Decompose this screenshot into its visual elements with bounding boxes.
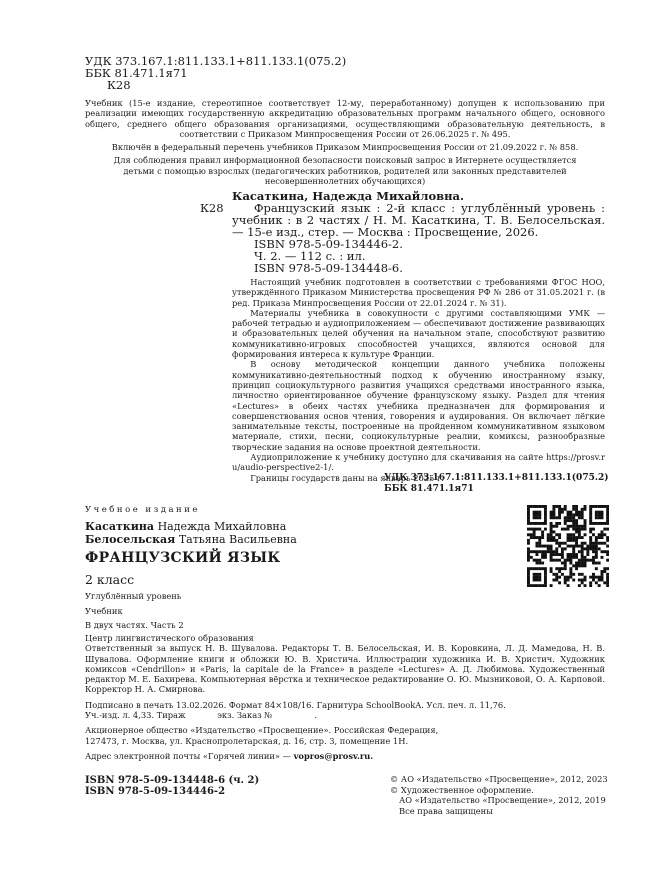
copyright [390,774,608,816]
book-title: ФРАНЦУЗСКИЙ ЯЗЫК [85,550,281,566]
annotation-paragraph: Настоящий учебник подготовлен в соответствии с требованиями ФГОС НОО, утверждённого Приказом Министерства просвещения РФ № 286 от 31.05.2021 г. (в ред. Приказа Минпросвещения России от 22.01.2024 г. № 31). [232,277,605,308]
author-surname: Касаткина [85,520,155,533]
author-surname: Белосельская [85,532,176,546]
email: vopros@prosv.ru. [293,750,374,761]
isbn-part: ISBN 978-5-09-134448-6 (ч. 2) [85,775,260,786]
annotation-paragraph: Аудиоприложение к учебнику доступно для скачивания на сайте https://prosv.ru/audio-perspective2-1/. [232,452,605,473]
author [85,534,297,547]
email-label: Адрес электронной почты «Горячей линии» — [85,750,291,761]
footer-isbns [85,775,259,797]
author-code: К28 [107,78,131,92]
center: Центр лингвистического образования [85,633,254,643]
safety-notice: Для соблюдения правил информационной безопасности поисковый запрос в Интернете осуществляется детьми с помощью взрослых (педагогических работников, родителей или законных представителей несовершеннолетних обучающихся) [113,155,577,187]
isbn-set: ISBN 978-5-09-134446-2 [85,786,226,797]
catalog-classification [384,473,609,495]
author-name: Татьяна Васильевна [178,532,297,546]
copyright-line: АО «Издательство «Просвещение», 2012, 2019 [399,795,606,805]
print-info: Подписано в печать 13.02.2026. Формат 84×108/16. Гарнитура SchoolBookA. Усл. печ. л. 11,76. [85,699,506,710]
catalog-author: Касаткина, Надежда Михайловна. [232,189,464,203]
publisher-address: 127473, г. Москва, ул. Краснопролетарская, д. 16, стр. 3, помещение 1Н. [85,735,409,746]
annotation-paragraph: Материалы учебника в совокупности с другими составляющими УМК — рабочей тетрадью и аудиоприложением — обеспечивают достижение развивающих и образовательных целей обучения на начальном этапе, способствуют развитию коммуникативно-игровых способностей учащихся, являются основой для формирования интереса к культуре Франции. [232,307,605,360]
top-header [85,55,346,91]
book-meta [85,589,184,633]
annotation-paragraph: Границы государств даны на январь 2025 г. [250,472,444,483]
copyright-line: Все права защищены [399,805,493,816]
approval-notice: Учебник (15-е издание, стереотипное соответствует 12-му, переработанному) допущен к использованию при реализации имеющих государственную аккредитацию образовательных программ начального общего, основного общего, среднего общего образования организациями, осуществляющими образовательную деятельность, в соответствии с Приказом Минпросвещения России от 26.06.2025 г. № 495. [85,98,605,139]
bbk: ББК 81.471.1я71 [384,484,474,494]
credits-block [85,633,605,761]
annotation-paragraph: В основу методической концепции данного учебника положены коммуникативно-деятельностный подход к обучению иностранному языку, принцип социокультурного развития учащихся средствами иностранного языка, личностно ориентированное обучение французскому языку. Раздел для чтения «Lectures» в обеих частях учебника предназначен для формирования и совершенствования основ чтения, говорения и аудирования. Он включает лёгкие занимательные тексты, построенные на пройденном коммуникативном языковом материале, стихи, песни, социокультурные реалии, комиксы, разнообразные творческие задания на основе проектной деятельности. [232,359,605,452]
annotation [232,277,605,483]
qr-code-icon [527,505,609,587]
federal-list-notice: Включён в федеральный перечень учебников Приказом Минпросвещения России от 21.09.2022 г. № 858. [111,142,579,153]
grade: 2 класс [85,572,135,587]
udk: УДК 373.167.1:811.133.1+811.133.1(075.2) [85,54,347,68]
bbk: ББК 81.471.1я71 [85,66,188,80]
book-type: Учебник [85,605,123,616]
isbn-set: ISBN 978-5-09-134446-2. [254,237,403,251]
print-info-2: Уч.-изд. л. 4,33. Тираж экз. Заказ № . [85,710,317,721]
catalog-code: К28 [200,201,224,215]
isbn-part: ISBN 978-5-09-134448-6. [254,261,403,275]
udk: УДК 373.167.1:811.133.1+811.133.1(075.2) [384,473,609,483]
copyright-line: © Художественное оформление. [390,784,534,795]
level: Углублённый уровень [85,591,182,601]
part-info: Ч. 2. — 112 с. : ил. [254,249,366,263]
credits: Ответственный за выпуск Н. В. Шувалова. Редакторы Т. В. Белосельская, И. В. Коровкина, Л. Д. Мамедова, Н. В. Шувалова. Оформление книги и обложки Ю. В. Христича. Иллюстрации художника И. В. Христич. Художник комиксов «Cendrillon» и «Paris, la capitale de la France» в разделе «Lectures» А. Д. Любимова. Художественный редактор М. Е. Бахирева. Компьютерная вёрстка и техническое редактирование О. Ю. Мызниковой, О. А. Карповой. Корректор Н. А. Смирнова. [85,643,605,695]
notices [85,98,605,186]
authors [85,521,297,546]
catalog-description: Французский язык : 2-й класс : углублённый уровень : учебник : в 2 частях / Н. М. Касаткина, Т. В. Белосельская. — 15-е изд., стер. — Москва : Просвещение, 2026. [232,201,605,239]
author-name: Надежда Михайловна [157,520,287,533]
parts: В двух частях. Часть 2 [85,620,184,630]
catalog-isbns [254,238,403,274]
edition-type: Учебное издание [85,505,200,515]
publisher: Акционерное общество «Издательство «Просвещение». Российская Федерация, [85,725,439,736]
copyright-line: © АО «Издательство «Просвещение», 2012, 2023 [390,774,608,784]
